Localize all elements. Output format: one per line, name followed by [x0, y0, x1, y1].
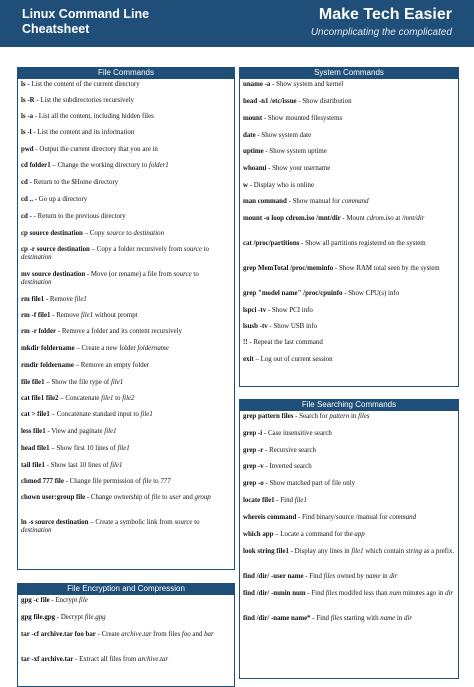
command-description: - Find — [310, 615, 331, 622]
command-argument: bar — [204, 631, 214, 638]
command-argument: source — [106, 230, 125, 237]
command-description: minutes ago in — [401, 590, 446, 597]
command-argument: app — [354, 531, 365, 538]
command-argument: files — [325, 590, 338, 597]
command-description: - Output the current directory that you are in — [33, 146, 158, 153]
command-name: man command — [243, 198, 287, 205]
command-argument: name — [380, 615, 396, 622]
command-row — [243, 148, 455, 165]
command-description: - Display who is online — [247, 182, 315, 189]
section-title: File Commands — [17, 67, 235, 79]
command-argument: file1 — [294, 497, 307, 504]
command-description: to — [113, 395, 123, 402]
command-description: to — [124, 230, 134, 237]
command-argument: dir — [389, 573, 398, 580]
command-argument: files — [323, 573, 336, 580]
command-name: find /dir/ -mmin num — [243, 590, 306, 597]
command-description: - Repeat the last command — [247, 339, 323, 346]
command-description: - List all the content, including hidden files — [33, 113, 154, 120]
command-argument: /mnt/dir — [402, 215, 425, 222]
command-description: - Find — [305, 590, 326, 597]
command-argument: file1 — [110, 379, 124, 386]
section-title: File Searching Commands — [239, 399, 459, 411]
command-row — [21, 519, 231, 542]
command-description: and — [181, 494, 195, 501]
command-argument: file — [78, 597, 88, 604]
command-description: to — [151, 478, 161, 485]
command-description: starting with — [342, 615, 381, 622]
command-name: tail file1 — [21, 462, 45, 469]
command-description: – Concatenate standard input to — [49, 411, 141, 418]
command-name: grep -v — [243, 463, 264, 470]
command-description: - Show USB info — [267, 323, 318, 330]
page-title — [22, 7, 149, 37]
command-name: grep MemTotal /proc/meminfo — [243, 265, 334, 272]
section-file-commands — [17, 67, 235, 570]
command-row — [21, 494, 231, 519]
command-row — [243, 290, 455, 307]
section-body — [17, 79, 235, 570]
command-description: – Create a symbolic link from — [88, 519, 175, 526]
command-row — [21, 597, 231, 614]
command-name: cd — [21, 179, 28, 186]
command-description: - List the subdirectories recursively — [34, 97, 134, 104]
command-description: - Return to the $Home directory — [27, 179, 119, 186]
command-name: mkdir foldername — [21, 345, 75, 352]
brand-tagline: Uncomplicating the complicated — [310, 27, 452, 38]
command-name: rmdir foldername — [21, 362, 74, 369]
command-description: to — [201, 246, 210, 253]
command-name: cat > file1 — [21, 411, 50, 418]
command-name: exit — [243, 356, 254, 363]
command-argument: dir — [445, 590, 454, 597]
section-body — [17, 595, 235, 687]
command-name: whoami — [243, 165, 267, 172]
command-description: - Move (or rename) a file from — [85, 271, 174, 278]
command-name: lsusb -tv — [243, 323, 268, 330]
command-description: - Show system and kernel — [270, 81, 344, 88]
command-description: – Copy a folder recursively from — [89, 246, 184, 253]
command-argument: archive.tar — [121, 631, 152, 638]
command-row — [243, 98, 455, 115]
command-row — [21, 271, 231, 296]
command-description: - Show last 10 lines of — [44, 462, 111, 469]
command-description: – Change the working directory to — [50, 162, 149, 169]
command-row — [243, 573, 455, 590]
command-name: grep -i — [243, 430, 263, 437]
command-row — [243, 265, 455, 290]
command-description: to — [160, 494, 170, 501]
command-description: at — [393, 215, 403, 222]
command-argument: foldername — [137, 345, 169, 352]
command-name: ls -l — [21, 129, 32, 136]
command-argument: foo — [181, 631, 191, 638]
section-body — [239, 79, 459, 387]
command-description: in — [395, 615, 405, 622]
command-name: gpg file.gpg — [21, 614, 56, 621]
command-row — [243, 307, 455, 323]
command-description: - Show your username — [266, 165, 331, 172]
command-row — [21, 614, 231, 631]
command-row — [21, 81, 231, 97]
command-row — [243, 182, 455, 198]
command-description: – Copy — [82, 230, 107, 237]
command-name: date — [243, 132, 256, 139]
command-description: - List the content of the current directory — [25, 81, 140, 88]
section-system-commands — [239, 67, 459, 387]
section-file-searching — [239, 399, 459, 679]
section-title: System Commands — [239, 67, 459, 79]
command-name: grep -r — [243, 447, 264, 454]
brand-name: Make Tech Easier — [318, 6, 452, 23]
command-argument: folder1 — [148, 162, 169, 169]
command-row — [21, 196, 231, 213]
command-row — [21, 631, 231, 656]
command-row — [243, 240, 455, 265]
command-argument: file1 — [110, 462, 123, 469]
command-row — [243, 548, 455, 573]
command-description: - Show CPU(s) info — [342, 290, 400, 297]
command-name: mount — [243, 115, 263, 122]
command-row — [243, 198, 455, 215]
command-row — [243, 339, 455, 356]
command-description: to — [191, 271, 199, 278]
command-description: – Remove an empty folder — [73, 362, 150, 369]
command-argument: files — [330, 615, 343, 622]
command-row — [21, 362, 231, 379]
command-description: - Find binary/source /manual for — [296, 514, 390, 521]
command-description: - Extract all files from — [73, 656, 139, 663]
command-description: – Concatenate — [58, 395, 102, 402]
command-row — [21, 296, 231, 312]
section-title: File Encryption and Compression — [17, 583, 235, 595]
command-argument: file — [142, 478, 152, 485]
command-argument: file1 — [104, 428, 117, 435]
command-argument: command — [389, 514, 417, 521]
section-encryption — [17, 583, 235, 687]
command-argument: destination — [21, 279, 52, 286]
command-row — [243, 81, 455, 98]
command-name: find /dir/ -user name — [243, 573, 304, 580]
command-description: modifed less than — [337, 590, 390, 597]
command-argument: dir — [404, 615, 413, 622]
command-argument: file1 — [74, 296, 87, 303]
command-row — [243, 215, 455, 240]
command-argument: file1 — [117, 445, 130, 452]
command-description: - Create — [95, 631, 122, 638]
command-name: mount -o loop cdrom.iso /mnt/dir — [243, 215, 341, 222]
command-argument: source — [183, 246, 202, 253]
command-name: rm -r folder — [21, 328, 57, 335]
command-name: pwd — [21, 146, 34, 153]
command-description: - Show distribution — [296, 98, 352, 105]
command-description: - Show manual for — [286, 198, 342, 205]
command-argument: num — [389, 590, 402, 597]
command-name: grep pattern files — [243, 413, 294, 420]
command-row — [21, 312, 231, 328]
command-description: - Show all partitions registered on the system — [299, 240, 426, 247]
command-row — [21, 445, 231, 462]
command-description: – Create a new folder — [74, 345, 138, 352]
command-description: which contain — [363, 548, 406, 555]
command-name: ls — [21, 81, 26, 88]
command-argument: group — [194, 494, 211, 501]
command-description: - Remove — [44, 296, 75, 303]
command-description: owned by — [335, 573, 366, 580]
command-row — [243, 497, 455, 514]
command-name: rm -f file1 — [21, 312, 51, 319]
command-name: mv source destination — [21, 271, 86, 278]
command-row — [243, 480, 455, 497]
command-description: - Mount — [340, 215, 367, 222]
command-argument: destination — [21, 527, 52, 534]
command-row — [21, 97, 231, 113]
command-name: file file1 — [21, 379, 45, 386]
title-line-1: Linux Command Line — [22, 7, 150, 21]
command-name: head -n1 /etc/issue — [243, 98, 297, 105]
command-argument: cdrom.iso — [366, 215, 394, 222]
command-row — [21, 213, 231, 230]
command-argument: name — [365, 573, 381, 580]
command-name: chown user:group file — [21, 494, 86, 501]
command-row — [21, 462, 231, 478]
command-argument: source — [173, 271, 192, 278]
command-name: cd - — [21, 213, 32, 220]
command-row — [243, 115, 455, 132]
command-row — [21, 146, 231, 162]
command-description: - Change ownership of — [85, 494, 152, 501]
command-description: - Search for — [293, 413, 330, 420]
command-name: uname -a — [243, 81, 271, 88]
command-name: ls -a — [21, 113, 34, 120]
command-description: as a prefix. — [421, 548, 455, 555]
command-description: - Inverted search — [263, 463, 312, 470]
command-argument: destination — [21, 254, 52, 261]
command-description: in — [349, 413, 359, 420]
command-row — [21, 428, 231, 445]
command-row — [21, 129, 231, 146]
command-name: less file1 — [21, 428, 46, 435]
command-description: from files — [151, 631, 182, 638]
command-name: head file1 — [21, 445, 50, 452]
command-argument: files — [358, 413, 370, 420]
command-row — [243, 615, 455, 632]
command-name: rm file1 — [21, 296, 45, 303]
command-argument: file1 — [140, 411, 153, 418]
command-name: lspci -tv — [243, 307, 267, 314]
header-banner — [0, 0, 474, 47]
left-column — [17, 67, 235, 687]
command-row — [21, 162, 231, 179]
command-name: grep "model name" /proc/cpuinfo — [243, 290, 343, 297]
command-name: which app — [243, 531, 274, 538]
command-description: - Remove — [50, 312, 81, 319]
command-argument: file — [151, 494, 161, 501]
command-name: find /dir/ -name name* — [243, 615, 311, 622]
command-row — [243, 531, 455, 548]
command-description: - Encrypt — [49, 597, 79, 604]
command-description: - Find — [303, 573, 324, 580]
command-name: locate file1 — [243, 497, 275, 504]
command-name: grep -o — [243, 480, 264, 487]
command-name: tar -xf archive.tar — [21, 656, 74, 663]
command-row — [21, 328, 231, 345]
command-argument: user — [169, 494, 182, 501]
command-name: cp -r source destination — [21, 246, 90, 253]
command-description: - Show matched part of file only — [263, 480, 356, 487]
right-column — [239, 67, 459, 679]
command-row — [243, 447, 455, 463]
command-name: cat file1 file2 — [21, 395, 59, 402]
command-name: tar -cf archive.tar foo bar — [21, 631, 96, 638]
command-description: - Decrypt — [55, 614, 85, 621]
command-description: - List the content and its information — [31, 129, 135, 136]
command-row — [21, 411, 231, 428]
command-name: cp source destination — [21, 230, 83, 237]
section-body — [239, 411, 459, 679]
command-name: gpg -c file — [21, 597, 50, 604]
command-row — [21, 246, 231, 271]
command-description: and — [190, 631, 205, 638]
command-argument: source — [174, 519, 193, 526]
command-description: - Go up a directory — [33, 196, 88, 203]
command-description: - Show mounted filesystems — [262, 115, 343, 122]
command-argument: archive.tar — [138, 656, 169, 663]
command-description: – Show first 10 lines of — [49, 445, 118, 452]
command-argument: command — [341, 198, 369, 205]
command-description: - Change file permission of — [63, 478, 143, 485]
command-row — [243, 514, 455, 531]
command-description: in — [380, 573, 390, 580]
command-row — [243, 430, 455, 447]
command-argument: pattern — [329, 413, 350, 420]
title-line-2: Cheatsheet — [22, 22, 90, 36]
command-name: !! — [243, 339, 248, 346]
command-name: ls -R — [21, 97, 35, 104]
command-row — [243, 463, 455, 480]
command-description: – Show the file type of — [44, 379, 111, 386]
command-row — [21, 230, 231, 246]
command-row — [21, 379, 231, 395]
command-name: uptime — [243, 148, 264, 155]
command-description: to — [192, 519, 200, 526]
command-argument: string — [405, 548, 422, 555]
command-argument: file1 — [351, 548, 364, 555]
command-description: - Show system date — [255, 132, 312, 139]
command-description: – Locate a command for the — [273, 531, 355, 538]
command-argument: file.gpg — [84, 614, 106, 621]
command-argument: file1 — [101, 395, 114, 402]
command-row — [21, 395, 231, 411]
command-row — [21, 478, 231, 494]
command-name: cd .. — [21, 196, 34, 203]
command-description: - Show system uptime — [263, 148, 327, 155]
command-argument: file1 — [80, 312, 94, 319]
command-name: cat /proc/partitions — [243, 240, 300, 247]
command-argument: 777 — [160, 478, 171, 485]
command-row — [243, 413, 455, 430]
command-name: whereis command — [243, 514, 297, 521]
command-name: chmod 777 file — [21, 478, 64, 485]
command-row — [243, 132, 455, 148]
command-name: ln -s source destination — [21, 519, 89, 526]
command-argument: destination — [133, 230, 165, 237]
command-row — [21, 113, 231, 129]
command-description: - Case insensitive search — [262, 430, 332, 437]
command-description: - Return to the previous directory — [31, 213, 126, 220]
command-name: look string file1 — [243, 548, 289, 555]
command-description: – Log out of current session — [253, 356, 333, 363]
command-argument: file2 — [122, 395, 135, 402]
command-description: - View and paginate — [45, 428, 105, 435]
command-description: - Show RAM total seen by the system — [333, 265, 440, 272]
command-row — [243, 590, 455, 615]
command-description: - Find — [274, 497, 295, 504]
command-description: - Display any lines in — [288, 548, 352, 555]
command-row — [243, 165, 455, 182]
command-name: w — [243, 182, 248, 189]
command-row — [243, 323, 455, 339]
command-description: without prompt — [93, 312, 138, 319]
command-description: - Remove a folder and its content recursively — [56, 328, 182, 335]
command-row — [21, 345, 231, 362]
command-description: - Show PCI info — [266, 307, 313, 314]
command-name: cd folder1 — [21, 162, 51, 169]
command-description: - Recursive search — [263, 447, 316, 454]
command-row — [21, 179, 231, 196]
command-row — [243, 356, 455, 372]
